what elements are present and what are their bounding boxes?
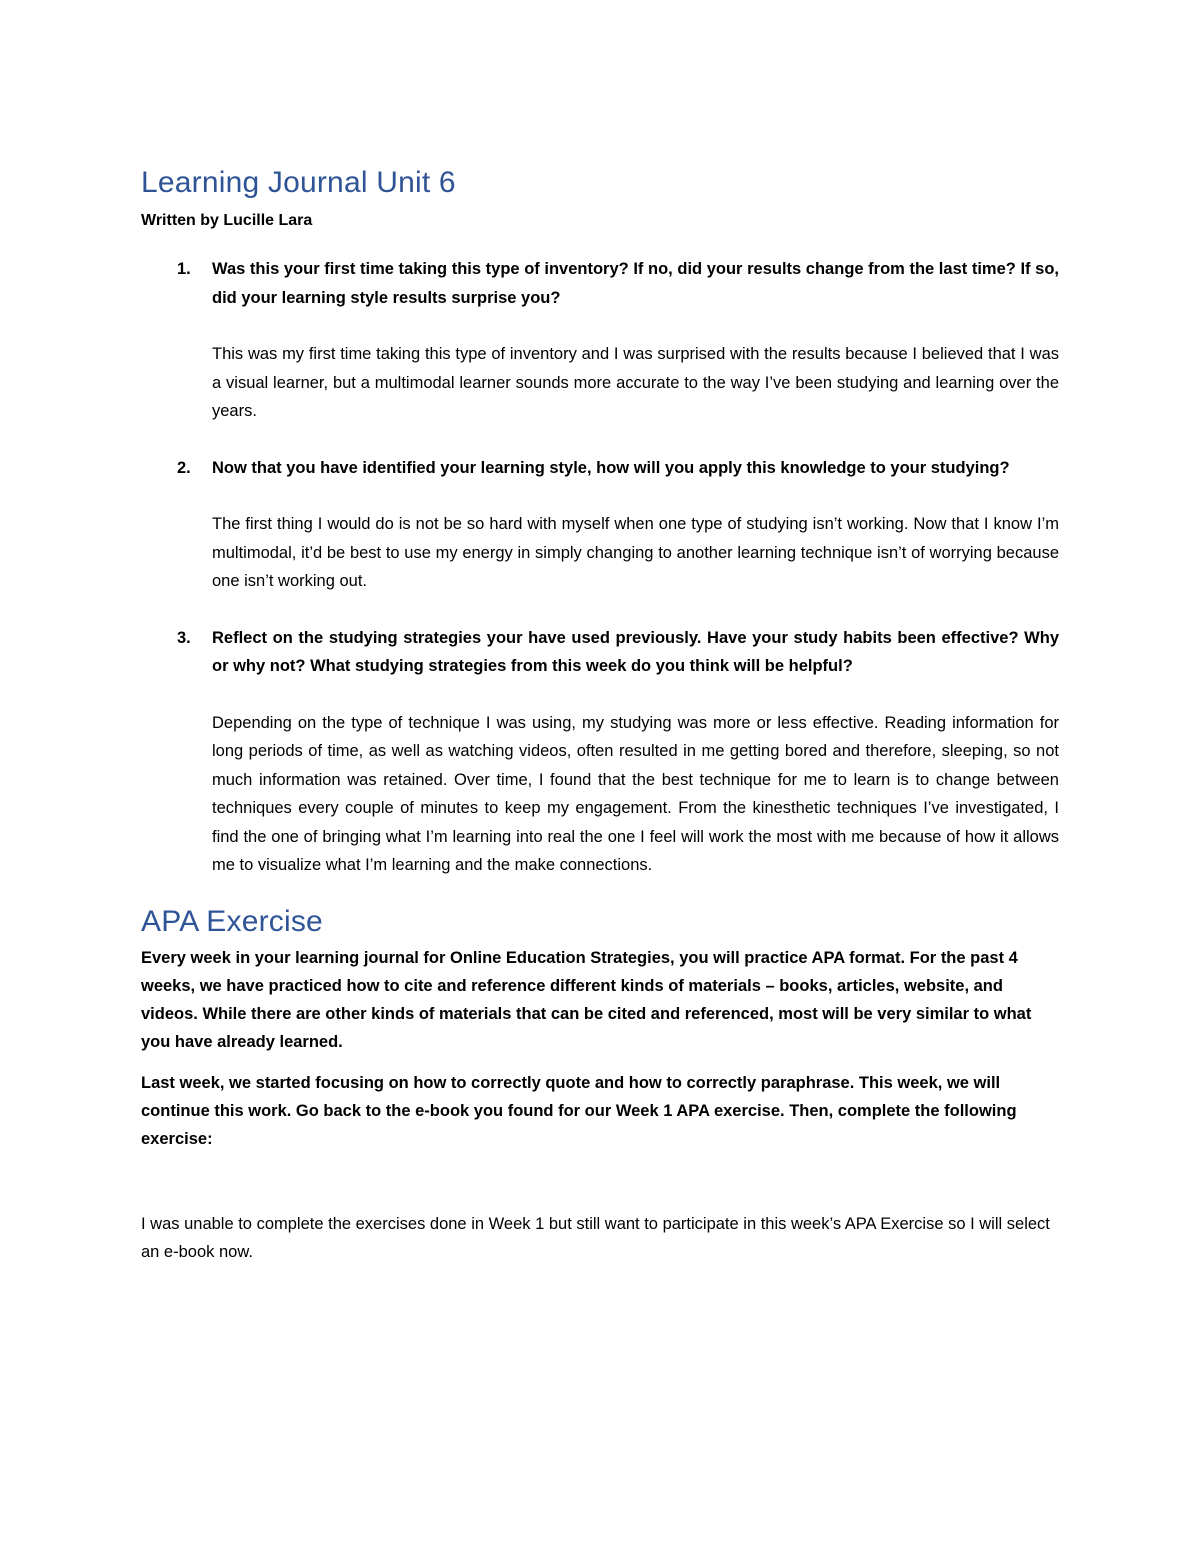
question-list (141, 255, 1059, 880)
answer-text: This was my first time taking this type of inventory and I was surprised with the results because I believed that I was a visual learner, but a multimodal learner sounds more accurate to the way I’ve been studying and learning over the years. (212, 345, 1059, 420)
question-item-2 (141, 454, 1059, 596)
question-number: 3. (177, 628, 191, 647)
question-item-3 (141, 624, 1059, 880)
apa-section-title: APA Exercise (141, 904, 323, 938)
question-number: 1. (177, 260, 191, 278)
question-number: 2. (177, 458, 191, 477)
apa-task-paragraph: Last week, we started focusing on how to correctly quote and how to correctly paraphrase. This week, we will continue this work. Go back to the e-book you found for our Week 1 APA exercise. Then, complete the following exercise: (141, 1073, 1017, 1149)
student-response-paragraph: I was unable to complete the exercises done in Week 1 but still want to participate in this week’s APA Exercise so I will select an e-book now. (141, 1214, 1050, 1261)
question-text: Now that you have identified your learning style, how will you apply this knowledge to your studying? (212, 458, 1010, 477)
document-page (141, 160, 1059, 1266)
journal-title: Learning Journal Unit 6 (141, 166, 456, 199)
answer-text: The first thing I would do is not be so hard with myself when one type of studying isn’t working. Now that I know I’m multimodal, it’d be best to use my energy in simply changing to another learning technique isn’t of worrying because one isn’t working out. (212, 515, 1059, 590)
answer-text: Depending on the type of technique I was using, my studying was more or less effective. Reading information for long periods of time, as well as watching videos, often resulted in me getting bored and therefore, sleeping, so not much information was retained. Over time, I found that the best technique for me to learn is to change between techniques every couple of minutes to keep my engagement. From the kinesthetic techniques I’ve investigated, I find the one of bringing what I’m learning into real the one I feel will work the most with me because of how it allows me to visualize what I’m learning and the make connections. (212, 713, 1059, 874)
question-text: Reflect on the studying strategies your have used previously. Have your study habits been effective? Why or why not? What studying strategies from this week do you think will be helpful? (212, 628, 1059, 675)
question-item-1 (141, 255, 1059, 426)
question-text: Was this your first time taking this type of inventory? If no, did your results change from the last time? If so, did your learning style results surprise you? (212, 260, 1059, 307)
author-line: Written by Lucille Lara (141, 212, 313, 229)
apa-instructions-paragraph: Every week in your learning journal for Online Education Strategies, you will practice APA format. For the past 4 weeks, we have practiced how to cite and reference different kinds of materials – books, articles, website, and videos. While there are other kinds of materials that can be cited and referenced, most will be very similar to what you have already learned. (141, 948, 1032, 1052)
